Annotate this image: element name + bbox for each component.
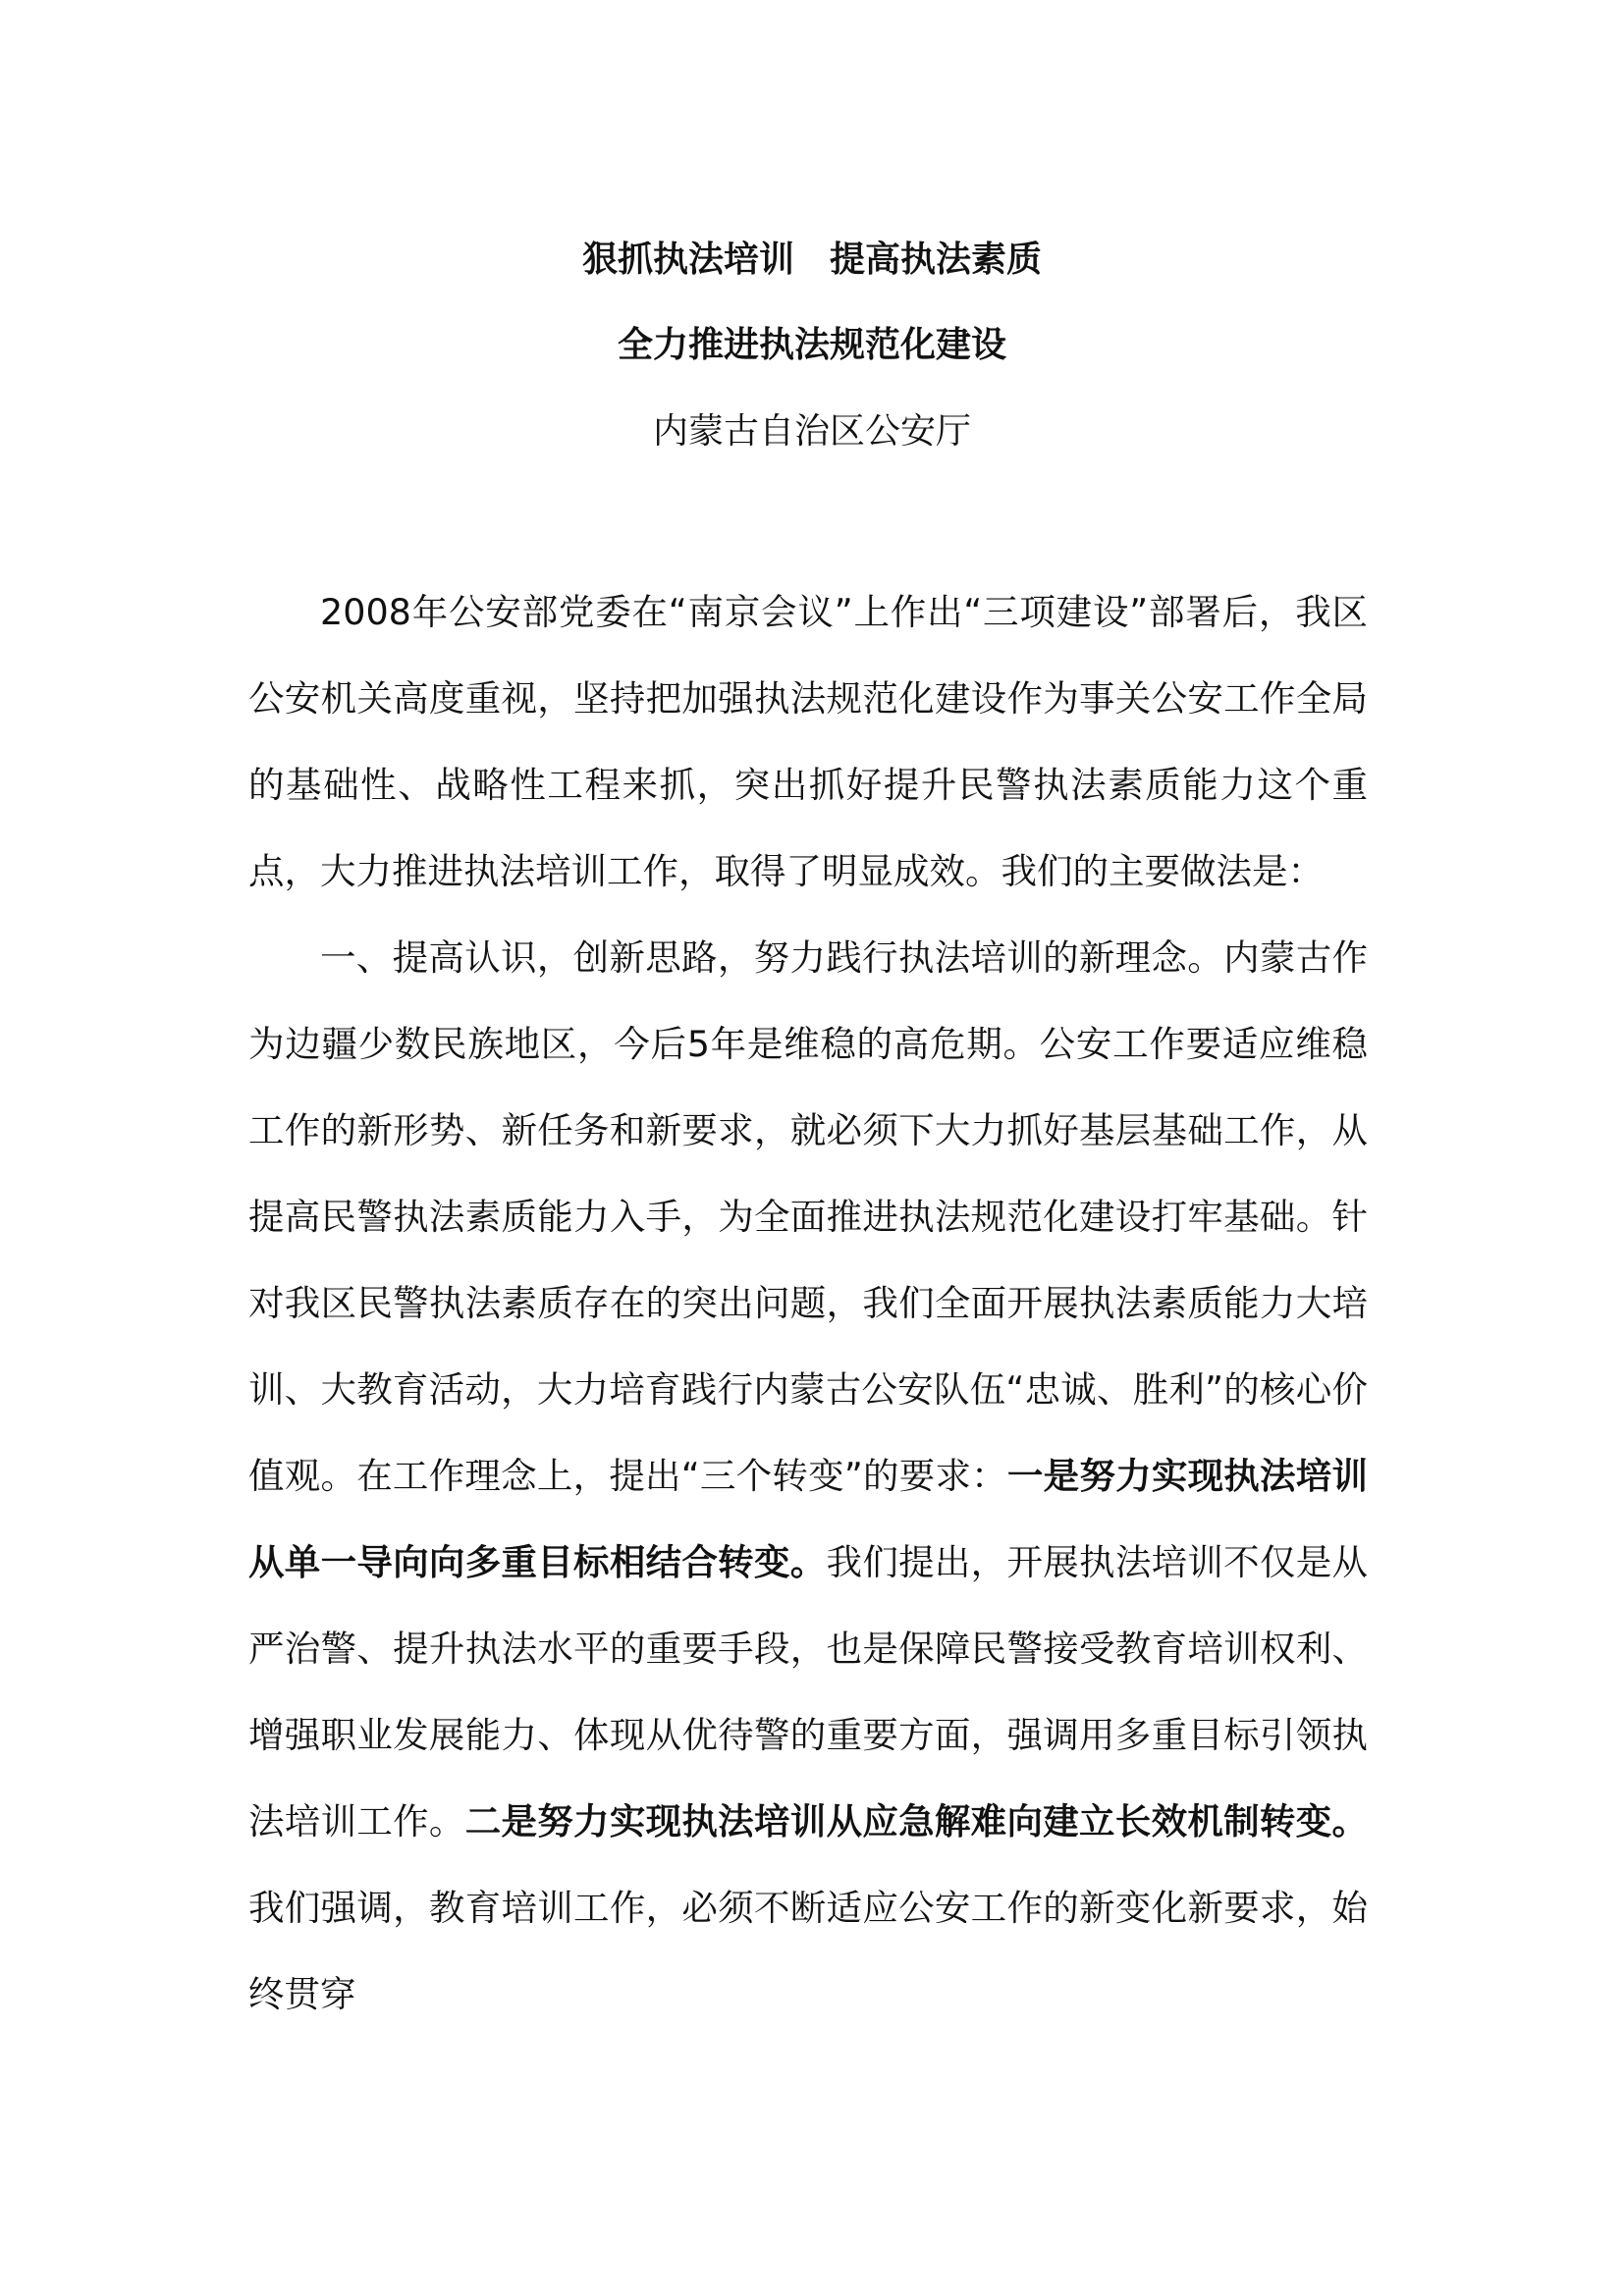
document-author: 内蒙古自治区公安厅 xyxy=(652,411,971,452)
bold-point-two: 二是努力实现执法培训从应急解难向建立长效机制转变。 xyxy=(464,1800,1369,1842)
bold-point-one: 一是努力实现执法培训从单一导向向多重目标相结合转变。 xyxy=(248,1455,1369,1583)
document-title-line-2: 全力推进执法规范化建设 xyxy=(617,325,1006,365)
document-body xyxy=(248,569,1368,2038)
paragraph-section-one xyxy=(248,915,1368,2038)
paragraph-text: 我们强调，教育培训工作，必须不断适应公安工作的新变化新要求，始终贯穿 xyxy=(248,1887,1368,2015)
paragraph-text: 一、提高认识，创新思路，努力践行执法培训的新理念。内蒙古作为边疆少数民族地区，今后5年是维稳的高危期。公安工作要适应维稳工作的新形势、新任务和新要求，就必须下大力抓好基层基础工作，从提高民警执法素质能力入手，为全面推进执法规范化建设打牢基础。针对我区民警执法素质存在的突出问题，我们全面开展执法素质能力大培训、大教育活动，大力培育践行内蒙古公安队伍“忠诚、胜利”的核心价值观。在工作理念上，提出“三个转变”的要求： xyxy=(248,936,1368,1497)
paragraph-text: 我们提出，开展执法培训不仅是从严治警、提升执法水平的重要手段，也是保障民警接受教育培训权利、增强职业发展能力、体现从优待警的重要方面，强调用多重目标引领执法培训工作。 xyxy=(248,1541,1369,1842)
paragraph-intro: 2008年公安部党委在“南京会议”上作出“三项建设”部署后，我区公安机关高度重视，坚持把加强执法规范化建设作为事关公安工作全局的基础性、战略性工程来抓，突出抓好提升民警执法素质能力这个重点，大力推进执法培训工作，取得了明显成效。我们的主要做法是： xyxy=(248,591,1368,892)
document-title-line-1: 狠抓执法培训 提高执法素质 xyxy=(581,240,1042,280)
